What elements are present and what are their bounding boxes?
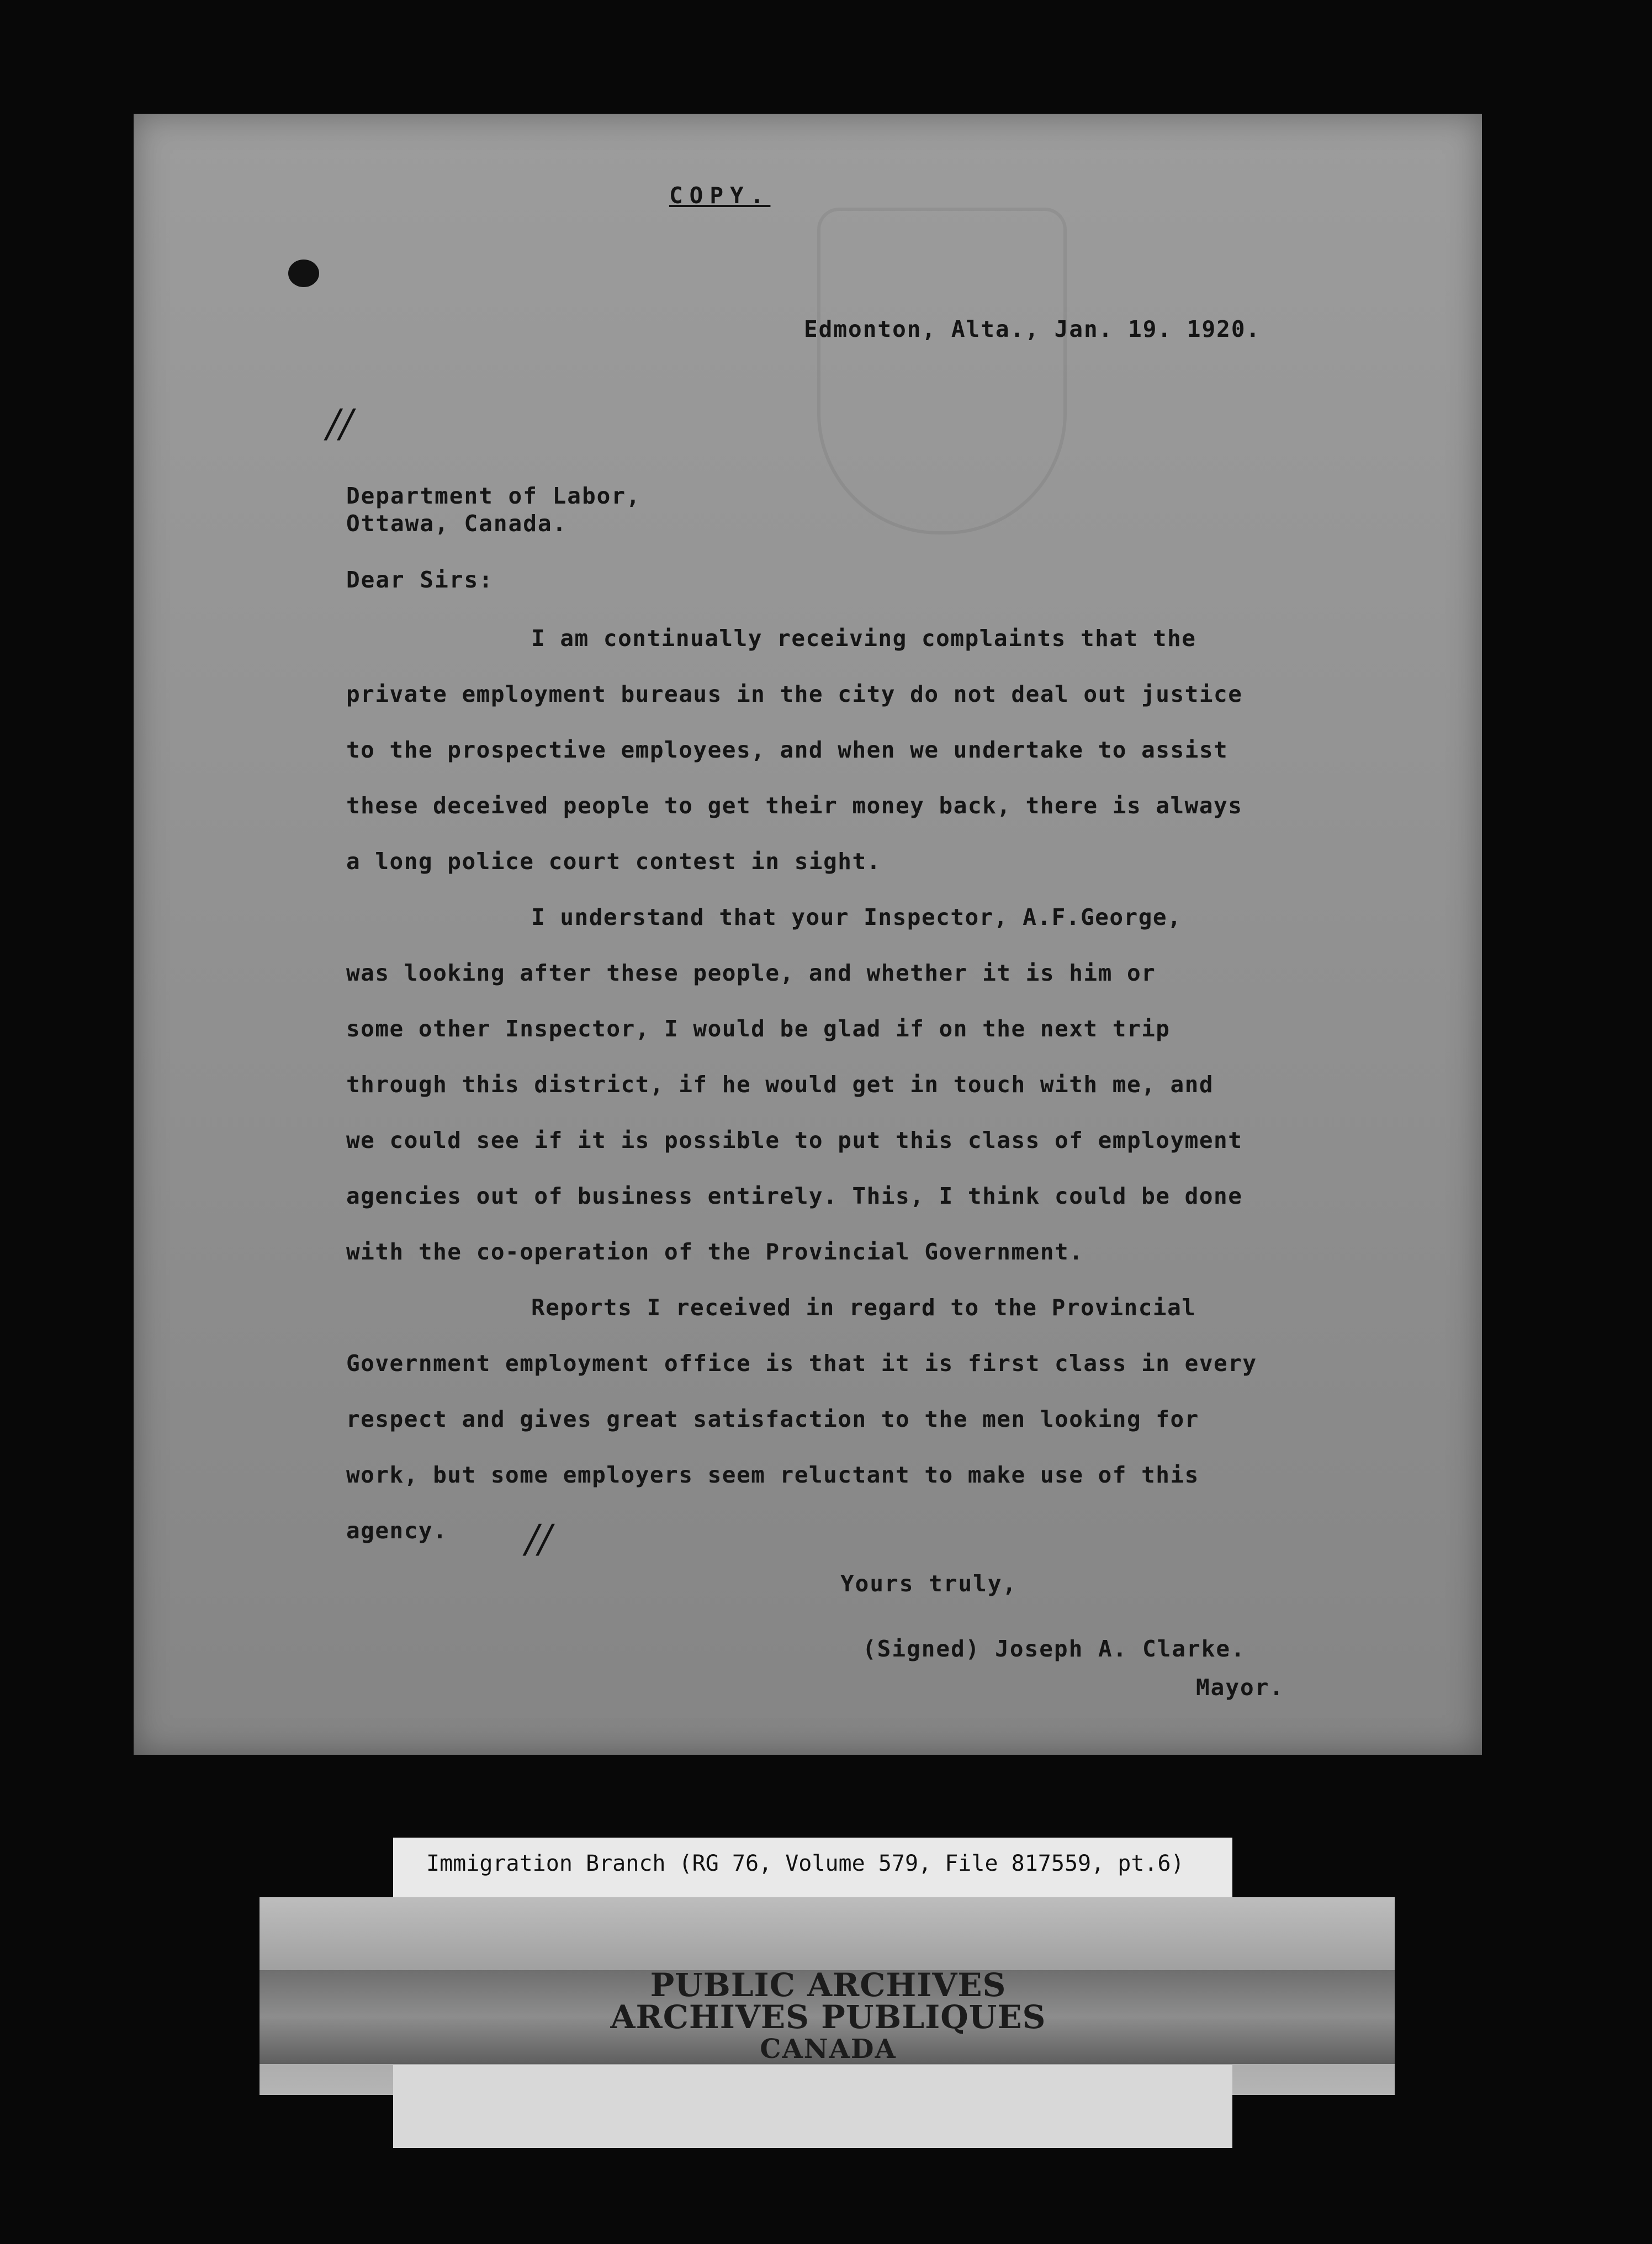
body-line: private employment bureaus in the city do not deal out justice	[346, 681, 1243, 707]
paragraph-3	[346, 1280, 1450, 1559]
dateline: Edmonton, Alta., Jan. 19. 1920.	[804, 316, 1261, 342]
body-line: agencies out of business entirely. This, I think could be done	[346, 1183, 1243, 1209]
letter-sheet	[134, 114, 1482, 1755]
letter-body	[346, 611, 1450, 1559]
body-line: work, but some employers seem reluctant to make use of this	[346, 1462, 1199, 1488]
archive-reference-slip	[393, 1838, 1232, 1897]
faint-seal-watermark	[817, 208, 1067, 534]
copy-heading: COPY.	[669, 182, 771, 209]
body-line: Government employment office is that it is first class in every	[346, 1350, 1257, 1377]
pen-mark-bottom: //	[526, 1516, 552, 1562]
body-line: with the co-operation of the Provincial Government.	[346, 1239, 1084, 1265]
recipient-line-2: Ottawa, Canada.	[346, 510, 568, 537]
body-line: agency.	[346, 1517, 448, 1544]
body-line: was looking after these people, and whether it is him or	[346, 960, 1156, 986]
body-line: Reports I received in regard to the Provincial	[531, 1294, 1196, 1321]
stamp-line-1: PUBLIC ARCHIVES	[650, 1966, 1007, 2004]
ink-smudge	[288, 260, 319, 287]
archive-strip-bottom	[393, 2065, 1232, 2148]
stamp-line-2: ARCHIVES PUBLIQUES	[610, 1998, 1046, 2036]
body-line: these deceived people to get their money back, there is always	[346, 792, 1243, 819]
body-line: some other Inspector, I would be glad if on the next trip	[346, 1015, 1171, 1042]
body-line: a long police court contest in sight.	[346, 848, 881, 875]
paragraph-2	[346, 890, 1450, 1280]
closing: Yours truly,	[840, 1570, 1018, 1597]
signer-title: Mayor.	[1196, 1674, 1285, 1701]
body-line: we could see if it is possible to put this class of employment	[346, 1127, 1243, 1153]
stamp-line-3: CANADA	[760, 2034, 897, 2065]
body-line: through this district, if he would get in touch with me, and	[346, 1071, 1214, 1098]
archive-reference-text: Immigration Branch (RG 76, Volume 579, File 817559, pt.6)	[426, 1851, 1184, 1876]
paragraph-1	[346, 611, 1450, 890]
body-line: I am continually receiving complaints that the	[531, 625, 1196, 652]
salutation: Dear Sirs:	[346, 567, 494, 593]
body-line: to the prospective employees, and when we undertake to assist	[346, 737, 1229, 763]
pen-mark-top: //	[327, 401, 353, 446]
signature-line: (Signed) Joseph A. Clarke.	[862, 1636, 1246, 1662]
body-line: I understand that your Inspector, A.F.George,	[531, 904, 1182, 930]
recipient-line-1: Department of Labor,	[346, 483, 641, 509]
archives-stamp	[585, 1966, 1071, 2065]
body-line: respect and gives great satisfaction to the men looking for	[346, 1406, 1199, 1432]
